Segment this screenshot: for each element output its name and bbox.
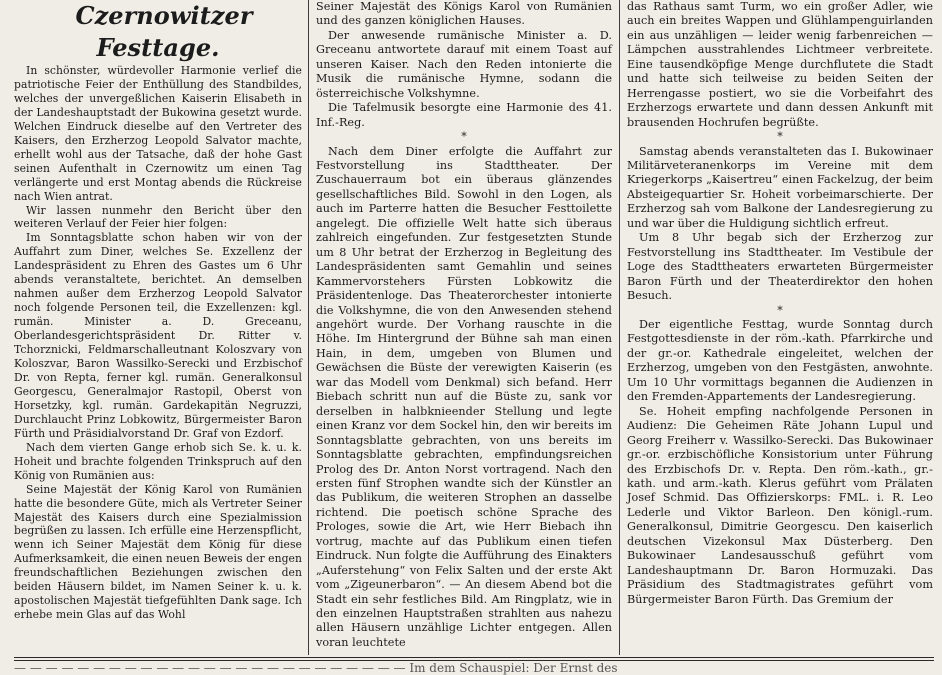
bottom-rule	[14, 657, 934, 658]
section-separator: *	[777, 303, 783, 317]
paragraph: Die Tafelmusik besorgte eine Harmonie des 41. Inf.-Reg.	[316, 101, 612, 129]
headline: Czernowitzer Festtage.	[75, 1, 253, 62]
paragraph: Nach dem Diner erfolgte die Auffahrt zur Festvorstellung ins Stadttheater. Der Zuschauerraum bot ein überaus glänzendes gesellschaftliches Bild. Sowohl in den Logen, als auch im Parterre hatten die Besucher Festtoilette angelegt. Die offizielle Welt hatte sich überaus zahlreich eingefunden. Zur festgesetzten Stunde um 8 Uhr betrat der Erzherzog in Begleitung des Landespräsidenten samt Gemahlin und seines Kammervorstehers Fürsten Lobkowitz die Präsidentenloge. Das Theaterorchester intonierte die Volkshymne, die von den Anwesenden stehend angehört wurde. Der Vorhang rauschte in die Höhe. Im Hintergrund der Bühne sah man einen Hain, in dem, umgeben von Blumen und Gewächsen die Büste der verewigten Kaiserin (es war das Modell vom Denkmal) sich befand. Herr Biebach schritt nun auf die Büste zu, sank vor derselben in halbknieender Stellung und legte einen Kranz vor dem Sockel hin, den wir bereits im Sonntagsblatte gebrachten, von uns bereits im Sonntagsblatte gebrachten, empfindungsreichen Prolog des Dr. Anton Norst vortragend. Nach den ersten fünf Strophen wandte sich der Künstler an das Publikum, die weiteren Strophen an dasselbe richtend. Die poetisch schöne Sprache des Prologes, sowie die Art, wie Herr Biebach ihn vortrug, machte auf das Publikum einen tiefen Eindruck. Nun folgte die Aufführung des Einakters „Auferstehung“ von Felix Salten und der erste Akt vom „Zigeunerbaron“. — An diesem Abend bot die Stadt ein sehr festliches Bild. Am Ringplatz, wie in den einzelnen Hauptstraßen strahlten aus nahezu allen Häusern unzählige Lichter entgegen. Allen voran leuchtete	[316, 144, 612, 649]
section-separator: *	[777, 130, 783, 144]
paragraph: das Rathaus samt Turm, wo ein großer Adler, wie auch ein breites Wappen und Glühlampenguirlanden ein aus unzähligen — leider wenig farbenreichen — Lämpchen ausstrahlendes Lichtmeer verbreitete. Eine tausendköpfige Menge durchflutete die Stadt und hatte sich teilweise zu beiden Seiten der Herrengasse postiert, wo sie die Vorbeifahrt des Erzherzogs erwartete und dann dessen Ankunft mit brausenden Hochrufen begrüßte.	[627, 0, 933, 129]
paragraph: Der anwesende rumänische Minister a. D. Greceanu antwortete darauf mit einem Toast auf unseren Kaiser. Nach den Reden intonierte die Musik die rumänische Hymne, sodann die österreichische Volkshymne.	[316, 28, 612, 100]
paragraph: Wir lassen nunmehr den Bericht über den weiteren Verlauf der Feier hier folgen:	[14, 203, 302, 231]
paragraph: In schönster, würdevoller Harmonie verlief die patriotische Feier der Enthüllung des Standbildes, welches der unvergeßlichen Kaiserin Elisabeth in der Landeshauptstadt der Bukowina gesetzt wurde. Welchen Eindruck dieselbe auf den Vertreter des Kaisers, den Erzherzog Leopold Salvator machte, erhellt wohl aus der Tatsache, daß der hohe Gast seinen Aufenthalt in Czernowitz um einen Tag verlängerte und erst Montag abends die Rückreise nach Wien antrat.	[14, 64, 302, 203]
paragraph: Samstag abends veranstalteten das I. Bukowinaer Militärveteranenkorps im Vereine mit dem Kriegerkorps „Kaisertreu“ einen Fackelzug, der beim Absteigequartier Sr. Hoheit vorbeimarschierte. Der Erzherzog sah vom Balkone der Landesregierung zu und war über die Huldigung sichtlich erfreut.	[627, 144, 933, 230]
column-divider	[308, 0, 309, 655]
paragraph: Seiner Majestät des Königs Karol von Rumänien und des ganzen königlichen Hauses.	[316, 0, 612, 28]
column-divider	[619, 0, 620, 655]
paragraph: Seine Majestät der König Karol von Rumänien hatte die besondere Güte, mich als Vertreter Seiner Majestät des Kaisers durch eine Spezialmission begrüßen zu lassen. Ich erfülle eine Herzenspflicht, wenn ich Seiner Majestät dem König für diese Aufmerksamkeit, die einen neuen Beweis der engen freundschaftlichen Beziehungen zwischen den beiden Häusern bildet, im Namen Seiner k. u. k. apostolischen Majestät tiefgefühlten Dank sage. Ich erhebe mein Glas auf das Wohl	[14, 482, 302, 622]
column-1	[14, 0, 302, 622]
paragraph: Nach dem vierten Gange erhob sich Se. k. u. k. Hoheit und brachte folgenden Trinkspruch auf den König von Rumänien aus:	[14, 440, 302, 482]
paragraph: Um 8 Uhr begab sich der Erzherzog zur Festvorstellung ins Stadttheater. Im Vestibule der Loge des Stadttheaters erwarteten Bürgermeister Baron Fürth und der Theaterdirektor den hohen Besuch.	[627, 231, 933, 303]
paragraph: Im Sonntagsblatte schon haben wir von der Auffahrt zum Diner, welches Se. Exzellenz der Landespräsident zu Ehren des Gastes um 6 Uhr abends veranstaltete, berichtet. An demselben nahmen außer dem Erzherzog Leopold Salvator noch folgende Personen teil, die Exzellenzen: kgl. rumän. Minister a. D. Greceanu, Oberlandesgerichtspräsident Dr. Ritter v. Tchorznicki, Feldmarschalleutnant Koloszvary von Koloszvar, Baron Wassilko-Serecki und Erzbischof Dr. von Repta, ferner kgl. rumän. Generalkonsul Georgescu, Generalmajor Rastopil, Oberst von Horsetzky, kgl. rumän. Gardekapitän Negruzzi, Durchlaucht Prinz Lobkowitz, Bürgermeister Baron Fürth und Präsidialvorstand Dr. Graf von Ezdorf.	[14, 231, 302, 440]
column-3	[627, 0, 933, 607]
paragraph: Se. Hoheit empfing nachfolgende Personen in Audienz: Die Geheimen Räte Johann Lupul und Georg Freiherr v. Wassilko-Serecki. Das Bukowinaer gr.-or. erzbischöfliche Konsistorium unter Führung des Erzbischofs Dr. v. Repta. Den röm.-kath., gr.-kath. und arm.-kath. Klerus geführt vom Prälaten Josef Schmid. Das Offizierskorps: FML. i. R. Leo Lederle und Viktor Barleon. Den königl.-rum. Generalkonsul, Dimitrie Georgescu. Den kaiserlich deutschen Vizekonsul Max Düsterberg. Den Bukowinaer Landesausschuß geführt vom Landeshauptmann Dr. Baron Hormuzaki. Das Präsidium des Stadtmagistrates geführt vom Bürgermeister Baron Fürth. Das Gremium der	[627, 404, 933, 606]
cut-off-next-article: — — — — — — — — — — — — — — — — — — — — — — — — — Im dem Schauspiel: Der Ernst des	[14, 662, 618, 675]
column-2	[316, 0, 612, 650]
section-separator: *	[461, 130, 467, 144]
paragraph: Der eigentliche Festtag, wurde Sonntag durch Festgottesdienste in der röm.-kath. Pfarrkirche und der gr.-or. Kathedrale eingeleitet, welchen der Erzherzog, umgeben von den Festgästen, anwohnte. Um 10 Uhr vormittags begannen die Audienzen in den Fremden-Appartements der Landesregierung.	[627, 317, 933, 404]
bottom-rule	[14, 660, 934, 661]
